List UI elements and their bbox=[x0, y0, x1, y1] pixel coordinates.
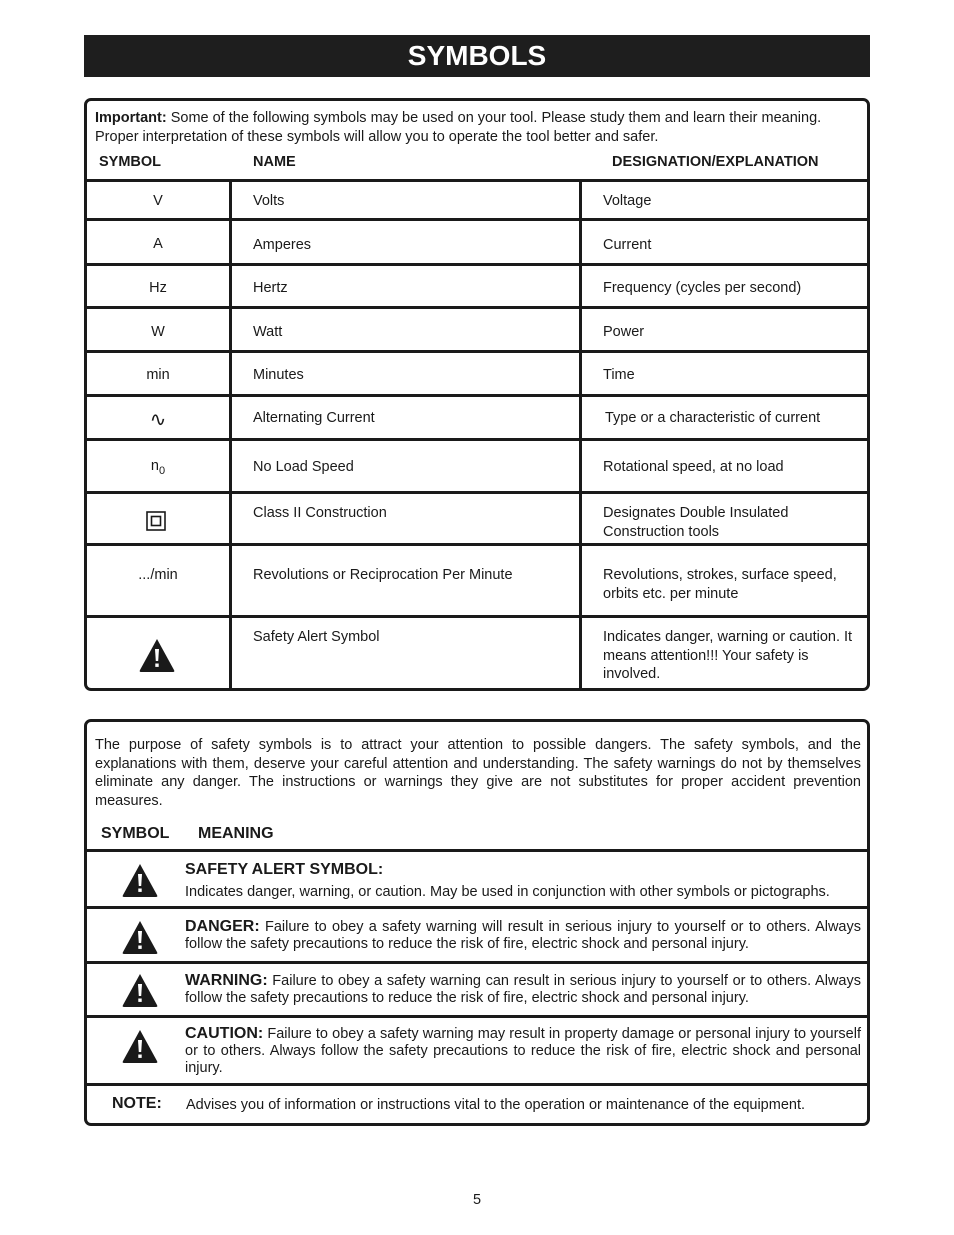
caution-title: CAUTION: bbox=[185, 1025, 264, 1042]
designation-watt: Power bbox=[603, 324, 645, 340]
name-no-load-speed: No Load Speed bbox=[253, 459, 354, 475]
header-meaning: MEANING bbox=[198, 825, 274, 842]
danger-body: Failure to obey a safety warning will result in serious injury to yourself or to others. Always follow the safety precautions to reduce the risk of fire, electric shock and personal injury. bbox=[185, 919, 861, 952]
table-divider bbox=[87, 849, 867, 852]
column-divider bbox=[229, 179, 232, 691]
note-label: NOTE: bbox=[112, 1095, 162, 1112]
warning-triangle-icon bbox=[121, 972, 159, 1008]
table-divider bbox=[87, 350, 867, 353]
safety-meaning-box bbox=[84, 719, 870, 1126]
table-divider bbox=[87, 906, 867, 909]
important-note bbox=[95, 109, 865, 146]
designation-class-ii: Designates Double Insulated Construction tools bbox=[603, 505, 789, 540]
name-safety-alert: Safety Alert Symbol bbox=[253, 629, 380, 645]
header-symbol: SYMBOL bbox=[99, 154, 162, 170]
safety-alert-title: SAFETY ALERT SYMBOL: bbox=[185, 861, 384, 878]
page-title: SYMBOLS bbox=[84, 35, 870, 77]
column-divider bbox=[579, 179, 582, 691]
header-designation: DESIGNATION/EXPLANATION bbox=[612, 154, 819, 170]
designation-hertz: Frequency (cycles per second) bbox=[603, 280, 802, 296]
safety-alert-text: Indicates danger, warning, or caution. May be used in conjunction with other symbols or pictographs. bbox=[185, 884, 830, 900]
warning-triangle-icon bbox=[121, 862, 159, 898]
name-per-minute: Revolutions or Reciprocation Per Minute bbox=[253, 567, 513, 583]
symbol-per-minute: .../min bbox=[138, 567, 178, 583]
warning-body: Failure to obey a safety warning can result in serious injury to yourself or to others. Always follow the safety precautions to reduce the risk of fire, electric shock and personal injury. bbox=[185, 973, 861, 1006]
warning-title: WARNING: bbox=[185, 972, 268, 989]
warning-text bbox=[185, 972, 861, 1007]
header-name: NAME bbox=[253, 154, 296, 170]
danger-text bbox=[185, 918, 861, 953]
table-divider bbox=[87, 1015, 867, 1018]
designation-no-load-speed: Rotational speed, at no load bbox=[603, 459, 784, 475]
name-hertz: Hertz bbox=[253, 280, 288, 296]
warning-triangle-icon bbox=[121, 1028, 159, 1064]
table-divider bbox=[87, 438, 867, 441]
symbol-volts: V bbox=[153, 193, 163, 209]
name-alternating-current: Alternating Current bbox=[253, 410, 375, 426]
symbol-hertz: Hz bbox=[149, 280, 167, 296]
table-divider bbox=[87, 218, 867, 221]
note-text: Advises you of information or instructions vital to the operation or maintenance of the equipment. bbox=[186, 1097, 806, 1113]
table-divider bbox=[87, 263, 867, 266]
double-square-icon bbox=[146, 511, 166, 531]
name-amperes: Amperes bbox=[253, 237, 312, 253]
designation-minutes: Time bbox=[603, 367, 635, 383]
header-symbol: SYMBOL bbox=[101, 825, 170, 842]
table-divider bbox=[87, 179, 867, 182]
designation-per-minute: Revolutions, strokes, surface speed, orbits etc. per minute bbox=[603, 567, 837, 602]
designation-volts: Voltage bbox=[603, 193, 652, 209]
name-class-ii: Class II Construction bbox=[253, 505, 387, 521]
safety-intro: The purpose of safety symbols is to attract your attention to possible dangers. The safety symbols, and the explanations with them, deserve your careful attention and understanding. The safety warnings do not by themselves eliminate any danger. The instructions or warnings they give are not substitutes for proper accident prevention measures. bbox=[95, 737, 861, 809]
name-watt: Watt bbox=[253, 324, 283, 340]
name-minutes: Minutes bbox=[253, 367, 304, 383]
symbol-no-load-speed-sub: 0 bbox=[158, 465, 166, 477]
warning-triangle-icon bbox=[121, 919, 159, 955]
caution-body: Failure to obey a safety warning may result in property damage or personal injury to yourself or to others. Always follow the safety precautions to reduce the risk of fire, electric shock and personal injury. bbox=[185, 1026, 861, 1076]
table-divider bbox=[87, 394, 867, 397]
symbol-amperes: A bbox=[153, 236, 163, 252]
alternating-current-icon: ∿ bbox=[149, 409, 167, 431]
symbol-minutes: min bbox=[146, 367, 170, 383]
name-volts: Volts bbox=[253, 193, 285, 209]
designation-amperes: Current bbox=[603, 237, 652, 253]
symbol-no-load-speed-n: n bbox=[150, 458, 159, 474]
table-divider bbox=[87, 306, 867, 309]
table-divider bbox=[87, 615, 867, 618]
symbol-watt: W bbox=[151, 324, 165, 340]
page-number: 5 bbox=[472, 1192, 482, 1208]
designation-safety-alert: Indicates danger, warning or caution. It means attention!!! Your safety is involved. bbox=[603, 629, 853, 682]
table-divider bbox=[87, 961, 867, 964]
table-divider bbox=[87, 491, 867, 494]
table-divider bbox=[87, 543, 867, 546]
danger-title: DANGER: bbox=[185, 918, 260, 935]
warning-triangle-icon bbox=[138, 637, 176, 673]
symbols-table-box bbox=[84, 98, 870, 691]
caution-text bbox=[185, 1025, 861, 1077]
designation-alternating-current: Type or a characteristic of current bbox=[605, 410, 821, 426]
table-divider bbox=[87, 1083, 867, 1086]
important-label: Important: bbox=[95, 110, 167, 126]
symbol-no-load-speed bbox=[87, 458, 229, 477]
important-text: Some of the following symbols may be used on your tool. Please study them and learn their meaning. Proper interpretation of these symbols will allow you to operate the tool better and safer. bbox=[95, 110, 822, 145]
